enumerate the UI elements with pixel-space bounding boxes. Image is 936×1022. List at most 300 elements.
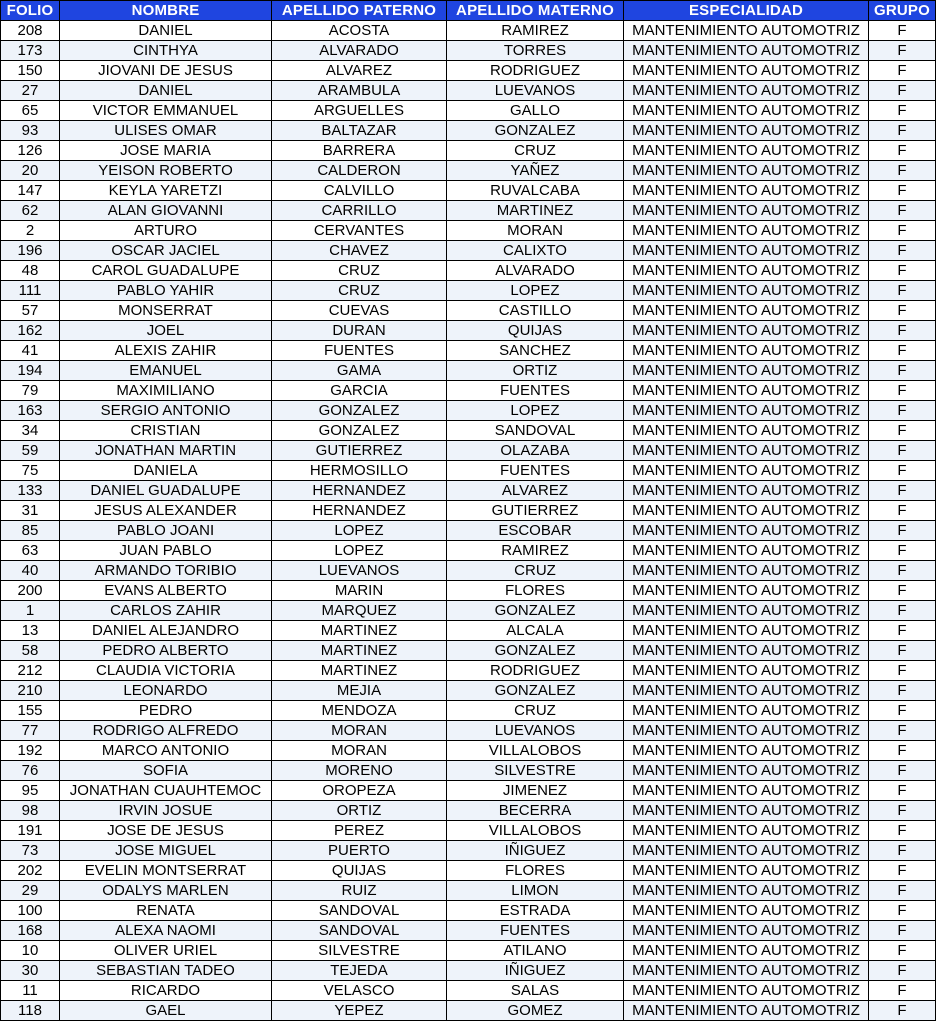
cell-grupo[interactable]: F	[869, 401, 936, 421]
cell-grupo[interactable]: F	[869, 841, 936, 861]
cell-nombre[interactable]: IRVIN JOSUE	[60, 801, 272, 821]
cell-apellido-materno[interactable]: LOPEZ	[447, 401, 624, 421]
cell-grupo[interactable]: F	[869, 801, 936, 821]
cell-apellido-materno[interactable]: VILLALOBOS	[447, 741, 624, 761]
cell-grupo[interactable]: F	[869, 561, 936, 581]
cell-apellido-paterno[interactable]: GONZALEZ	[272, 401, 447, 421]
cell-folio[interactable]: 31	[1, 501, 60, 521]
cell-apellido-materno[interactable]: YAÑEZ	[447, 161, 624, 181]
cell-apellido-materno[interactable]: CALIXTO	[447, 241, 624, 261]
cell-folio[interactable]: 208	[1, 21, 60, 41]
cell-nombre[interactable]: GAEL	[60, 1001, 272, 1021]
cell-nombre[interactable]: JONATHAN CUAUHTEMOC	[60, 781, 272, 801]
cell-nombre[interactable]: EMANUEL	[60, 361, 272, 381]
cell-apellido-paterno[interactable]: GAMA	[272, 361, 447, 381]
cell-grupo[interactable]: F	[869, 901, 936, 921]
cell-apellido-materno[interactable]: VILLALOBOS	[447, 821, 624, 841]
cell-nombre[interactable]: MAXIMILIANO	[60, 381, 272, 401]
cell-nombre[interactable]: CLAUDIA VICTORIA	[60, 661, 272, 681]
cell-folio[interactable]: 210	[1, 681, 60, 701]
cell-nombre[interactable]: EVELIN MONTSERRAT	[60, 861, 272, 881]
cell-nombre[interactable]: PABLO JOANI	[60, 521, 272, 541]
cell-nombre[interactable]: RODRIGO ALFREDO	[60, 721, 272, 741]
cell-nombre[interactable]: DANIEL	[60, 21, 272, 41]
cell-especialidad[interactable]: MANTENIMIENTO AUTOMOTRIZ	[624, 141, 869, 161]
cell-apellido-paterno[interactable]: MARQUEZ	[272, 601, 447, 621]
cell-folio[interactable]: 196	[1, 241, 60, 261]
cell-especialidad[interactable]: MANTENIMIENTO AUTOMOTRIZ	[624, 341, 869, 361]
cell-folio[interactable]: 163	[1, 401, 60, 421]
cell-grupo[interactable]: F	[869, 441, 936, 461]
cell-nombre[interactable]: SEBASTIAN TADEO	[60, 961, 272, 981]
cell-nombre[interactable]: OSCAR JACIEL	[60, 241, 272, 261]
cell-especialidad[interactable]: MANTENIMIENTO AUTOMOTRIZ	[624, 841, 869, 861]
cell-especialidad[interactable]: MANTENIMIENTO AUTOMOTRIZ	[624, 681, 869, 701]
cell-grupo[interactable]: F	[869, 141, 936, 161]
cell-folio[interactable]: 34	[1, 421, 60, 441]
cell-folio[interactable]: 118	[1, 1001, 60, 1021]
cell-folio[interactable]: 27	[1, 81, 60, 101]
cell-especialidad[interactable]: MANTENIMIENTO AUTOMOTRIZ	[624, 381, 869, 401]
cell-folio[interactable]: 40	[1, 561, 60, 581]
cell-especialidad[interactable]: MANTENIMIENTO AUTOMOTRIZ	[624, 821, 869, 841]
cell-especialidad[interactable]: MANTENIMIENTO AUTOMOTRIZ	[624, 1001, 869, 1021]
cell-apellido-materno[interactable]: CASTILLO	[447, 301, 624, 321]
cell-folio[interactable]: 77	[1, 721, 60, 741]
cell-apellido-paterno[interactable]: MARTINEZ	[272, 621, 447, 641]
cell-especialidad[interactable]: MANTENIMIENTO AUTOMOTRIZ	[624, 461, 869, 481]
cell-especialidad[interactable]: MANTENIMIENTO AUTOMOTRIZ	[624, 981, 869, 1001]
header-especialidad[interactable]: ESPECIALIDAD	[624, 1, 869, 21]
cell-apellido-paterno[interactable]: MENDOZA	[272, 701, 447, 721]
cell-folio[interactable]: 202	[1, 861, 60, 881]
cell-folio[interactable]: 48	[1, 261, 60, 281]
cell-apellido-paterno[interactable]: CALVILLO	[272, 181, 447, 201]
cell-apellido-materno[interactable]: ESCOBAR	[447, 521, 624, 541]
cell-grupo[interactable]: F	[869, 61, 936, 81]
cell-especialidad[interactable]: MANTENIMIENTO AUTOMOTRIZ	[624, 861, 869, 881]
cell-grupo[interactable]: F	[869, 941, 936, 961]
cell-especialidad[interactable]: MANTENIMIENTO AUTOMOTRIZ	[624, 61, 869, 81]
cell-grupo[interactable]: F	[869, 261, 936, 281]
cell-apellido-paterno[interactable]: PEREZ	[272, 821, 447, 841]
cell-apellido-materno[interactable]: ORTIZ	[447, 361, 624, 381]
cell-nombre[interactable]: PEDRO ALBERTO	[60, 641, 272, 661]
cell-apellido-paterno[interactable]: ALVAREZ	[272, 61, 447, 81]
cell-nombre[interactable]: CRISTIAN	[60, 421, 272, 441]
cell-apellido-paterno[interactable]: CRUZ	[272, 261, 447, 281]
cell-apellido-paterno[interactable]: PUERTO	[272, 841, 447, 861]
cell-nombre[interactable]: LEONARDO	[60, 681, 272, 701]
cell-apellido-paterno[interactable]: GUTIERREZ	[272, 441, 447, 461]
cell-apellido-paterno[interactable]: HERNANDEZ	[272, 501, 447, 521]
cell-especialidad[interactable]: MANTENIMIENTO AUTOMOTRIZ	[624, 121, 869, 141]
cell-especialidad[interactable]: MANTENIMIENTO AUTOMOTRIZ	[624, 201, 869, 221]
cell-folio[interactable]: 200	[1, 581, 60, 601]
cell-grupo[interactable]: F	[869, 101, 936, 121]
cell-apellido-paterno[interactable]: MARIN	[272, 581, 447, 601]
cell-apellido-paterno[interactable]: SANDOVAL	[272, 921, 447, 941]
cell-nombre[interactable]: KEYLA YARETZI	[60, 181, 272, 201]
cell-apellido-materno[interactable]: CRUZ	[447, 141, 624, 161]
cell-especialidad[interactable]: MANTENIMIENTO AUTOMOTRIZ	[624, 881, 869, 901]
cell-apellido-materno[interactable]: MARTINEZ	[447, 201, 624, 221]
cell-grupo[interactable]: F	[869, 461, 936, 481]
cell-apellido-paterno[interactable]: GARCIA	[272, 381, 447, 401]
cell-folio[interactable]: 75	[1, 461, 60, 481]
cell-apellido-materno[interactable]: IÑIGUEZ	[447, 841, 624, 861]
cell-apellido-paterno[interactable]: SANDOVAL	[272, 901, 447, 921]
cell-nombre[interactable]: CARLOS ZAHIR	[60, 601, 272, 621]
cell-nombre[interactable]: SOFIA	[60, 761, 272, 781]
cell-folio[interactable]: 1	[1, 601, 60, 621]
cell-apellido-materno[interactable]: MORAN	[447, 221, 624, 241]
cell-nombre[interactable]: RENATA	[60, 901, 272, 921]
cell-apellido-paterno[interactable]: CRUZ	[272, 281, 447, 301]
cell-folio[interactable]: 93	[1, 121, 60, 141]
cell-apellido-paterno[interactable]: MEJIA	[272, 681, 447, 701]
cell-apellido-paterno[interactable]: CARRILLO	[272, 201, 447, 221]
cell-especialidad[interactable]: MANTENIMIENTO AUTOMOTRIZ	[624, 761, 869, 781]
cell-apellido-paterno[interactable]: QUIJAS	[272, 861, 447, 881]
cell-apellido-paterno[interactable]: BALTAZAR	[272, 121, 447, 141]
cell-especialidad[interactable]: MANTENIMIENTO AUTOMOTRIZ	[624, 701, 869, 721]
cell-nombre[interactable]: JOSE MIGUEL	[60, 841, 272, 861]
cell-grupo[interactable]: F	[869, 861, 936, 881]
header-nombre[interactable]: NOMBRE	[60, 1, 272, 21]
cell-apellido-materno[interactable]: GUTIERREZ	[447, 501, 624, 521]
cell-grupo[interactable]: F	[869, 361, 936, 381]
cell-apellido-paterno[interactable]: SILVESTRE	[272, 941, 447, 961]
cell-apellido-materno[interactable]: RAMIREZ	[447, 541, 624, 561]
cell-apellido-paterno[interactable]: ARGUELLES	[272, 101, 447, 121]
cell-grupo[interactable]: F	[869, 281, 936, 301]
cell-apellido-materno[interactable]: SILVESTRE	[447, 761, 624, 781]
cell-especialidad[interactable]: MANTENIMIENTO AUTOMOTRIZ	[624, 241, 869, 261]
cell-grupo[interactable]: F	[869, 541, 936, 561]
cell-apellido-paterno[interactable]: MORAN	[272, 721, 447, 741]
cell-apellido-paterno[interactable]: GONZALEZ	[272, 421, 447, 441]
cell-grupo[interactable]: F	[869, 301, 936, 321]
cell-apellido-paterno[interactable]: MARTINEZ	[272, 661, 447, 681]
cell-apellido-paterno[interactable]: LOPEZ	[272, 521, 447, 541]
cell-especialidad[interactable]: MANTENIMIENTO AUTOMOTRIZ	[624, 81, 869, 101]
cell-nombre[interactable]: DANIELA	[60, 461, 272, 481]
cell-especialidad[interactable]: MANTENIMIENTO AUTOMOTRIZ	[624, 501, 869, 521]
cell-apellido-paterno[interactable]: MARTINEZ	[272, 641, 447, 661]
cell-folio[interactable]: 57	[1, 301, 60, 321]
cell-especialidad[interactable]: MANTENIMIENTO AUTOMOTRIZ	[624, 921, 869, 941]
cell-folio[interactable]: 111	[1, 281, 60, 301]
cell-folio[interactable]: 212	[1, 661, 60, 681]
cell-apellido-paterno[interactable]: TEJEDA	[272, 961, 447, 981]
cell-especialidad[interactable]: MANTENIMIENTO AUTOMOTRIZ	[624, 581, 869, 601]
cell-grupo[interactable]: F	[869, 161, 936, 181]
cell-folio[interactable]: 20	[1, 161, 60, 181]
cell-nombre[interactable]: DANIEL GUADALUPE	[60, 481, 272, 501]
cell-folio[interactable]: 162	[1, 321, 60, 341]
cell-nombre[interactable]: ARTURO	[60, 221, 272, 241]
cell-grupo[interactable]: F	[869, 81, 936, 101]
cell-apellido-materno[interactable]: RUVALCABA	[447, 181, 624, 201]
cell-apellido-paterno[interactable]: CUEVAS	[272, 301, 447, 321]
cell-grupo[interactable]: F	[869, 321, 936, 341]
cell-folio[interactable]: 79	[1, 381, 60, 401]
cell-apellido-materno[interactable]: GONZALEZ	[447, 601, 624, 621]
cell-apellido-materno[interactable]: GONZALEZ	[447, 641, 624, 661]
cell-folio[interactable]: 63	[1, 541, 60, 561]
cell-folio[interactable]: 133	[1, 481, 60, 501]
cell-grupo[interactable]: F	[869, 641, 936, 661]
cell-nombre[interactable]: MARCO ANTONIO	[60, 741, 272, 761]
cell-especialidad[interactable]: MANTENIMIENTO AUTOMOTRIZ	[624, 441, 869, 461]
cell-nombre[interactable]: JUAN PABLO	[60, 541, 272, 561]
cell-grupo[interactable]: F	[869, 501, 936, 521]
cell-apellido-paterno[interactable]: LOPEZ	[272, 541, 447, 561]
cell-apellido-materno[interactable]: FUENTES	[447, 921, 624, 941]
cell-apellido-materno[interactable]: GONZALEZ	[447, 681, 624, 701]
cell-especialidad[interactable]: MANTENIMIENTO AUTOMOTRIZ	[624, 721, 869, 741]
cell-folio[interactable]: 150	[1, 61, 60, 81]
cell-nombre[interactable]: VICTOR EMMANUEL	[60, 101, 272, 121]
cell-grupo[interactable]: F	[869, 181, 936, 201]
header-apellido-materno[interactable]: APELLIDO MATERNO	[447, 1, 624, 21]
cell-folio[interactable]: 11	[1, 981, 60, 1001]
cell-nombre[interactable]: JONATHAN MARTIN	[60, 441, 272, 461]
cell-grupo[interactable]: F	[869, 681, 936, 701]
cell-apellido-paterno[interactable]: ALVARADO	[272, 41, 447, 61]
cell-apellido-paterno[interactable]: ORTIZ	[272, 801, 447, 821]
cell-grupo[interactable]: F	[869, 821, 936, 841]
cell-especialidad[interactable]: MANTENIMIENTO AUTOMOTRIZ	[624, 541, 869, 561]
cell-grupo[interactable]: F	[869, 21, 936, 41]
cell-especialidad[interactable]: MANTENIMIENTO AUTOMOTRIZ	[624, 901, 869, 921]
cell-apellido-materno[interactable]: ALVARADO	[447, 261, 624, 281]
cell-especialidad[interactable]: MANTENIMIENTO AUTOMOTRIZ	[624, 21, 869, 41]
cell-grupo[interactable]: F	[869, 121, 936, 141]
cell-grupo[interactable]: F	[869, 521, 936, 541]
cell-nombre[interactable]: JOSE MARIA	[60, 141, 272, 161]
cell-folio[interactable]: 155	[1, 701, 60, 721]
cell-folio[interactable]: 98	[1, 801, 60, 821]
cell-especialidad[interactable]: MANTENIMIENTO AUTOMOTRIZ	[624, 961, 869, 981]
cell-apellido-materno[interactable]: ESTRADA	[447, 901, 624, 921]
cell-grupo[interactable]: F	[869, 381, 936, 401]
cell-apellido-materno[interactable]: JIMENEZ	[447, 781, 624, 801]
cell-apellido-paterno[interactable]: ACOSTA	[272, 21, 447, 41]
cell-grupo[interactable]: F	[869, 961, 936, 981]
cell-apellido-paterno[interactable]: HERNANDEZ	[272, 481, 447, 501]
cell-grupo[interactable]: F	[869, 41, 936, 61]
cell-apellido-paterno[interactable]: CALDERON	[272, 161, 447, 181]
cell-apellido-materno[interactable]: TORRES	[447, 41, 624, 61]
cell-nombre[interactable]: JOEL	[60, 321, 272, 341]
cell-especialidad[interactable]: MANTENIMIENTO AUTOMOTRIZ	[624, 401, 869, 421]
cell-nombre[interactable]: JIOVANI DE JESUS	[60, 61, 272, 81]
cell-apellido-paterno[interactable]: ARAMBULA	[272, 81, 447, 101]
header-grupo[interactable]: GRUPO	[869, 1, 936, 21]
cell-grupo[interactable]: F	[869, 921, 936, 941]
cell-nombre[interactable]: CINTHYA	[60, 41, 272, 61]
cell-apellido-materno[interactable]: ALCALA	[447, 621, 624, 641]
cell-apellido-paterno[interactable]: VELASCO	[272, 981, 447, 1001]
cell-folio[interactable]: 147	[1, 181, 60, 201]
cell-nombre[interactable]: CAROL GUADALUPE	[60, 261, 272, 281]
cell-especialidad[interactable]: MANTENIMIENTO AUTOMOTRIZ	[624, 941, 869, 961]
cell-nombre[interactable]: SERGIO ANTONIO	[60, 401, 272, 421]
cell-nombre[interactable]: EVANS ALBERTO	[60, 581, 272, 601]
header-folio[interactable]: FOLIO	[1, 1, 60, 21]
cell-apellido-materno[interactable]: CRUZ	[447, 701, 624, 721]
cell-apellido-materno[interactable]: LOPEZ	[447, 281, 624, 301]
cell-folio[interactable]: 30	[1, 961, 60, 981]
cell-folio[interactable]: 126	[1, 141, 60, 161]
cell-apellido-paterno[interactable]: HERMOSILLO	[272, 461, 447, 481]
cell-apellido-materno[interactable]: LUEVANOS	[447, 721, 624, 741]
cell-nombre[interactable]: YEISON ROBERTO	[60, 161, 272, 181]
cell-especialidad[interactable]: MANTENIMIENTO AUTOMOTRIZ	[624, 781, 869, 801]
cell-especialidad[interactable]: MANTENIMIENTO AUTOMOTRIZ	[624, 421, 869, 441]
cell-nombre[interactable]: ALEXA NAOMI	[60, 921, 272, 941]
cell-apellido-paterno[interactable]: BARRERA	[272, 141, 447, 161]
cell-folio[interactable]: 13	[1, 621, 60, 641]
cell-apellido-materno[interactable]: RAMIREZ	[447, 21, 624, 41]
cell-folio[interactable]: 41	[1, 341, 60, 361]
cell-folio[interactable]: 191	[1, 821, 60, 841]
cell-grupo[interactable]: F	[869, 701, 936, 721]
cell-grupo[interactable]: F	[869, 221, 936, 241]
cell-folio[interactable]: 85	[1, 521, 60, 541]
cell-grupo[interactable]: F	[869, 481, 936, 501]
cell-grupo[interactable]: F	[869, 661, 936, 681]
cell-apellido-materno[interactable]: QUIJAS	[447, 321, 624, 341]
cell-apellido-paterno[interactable]: CHAVEZ	[272, 241, 447, 261]
cell-apellido-materno[interactable]: GOMEZ	[447, 1001, 624, 1021]
cell-apellido-materno[interactable]: LIMON	[447, 881, 624, 901]
cell-apellido-materno[interactable]: SANCHEZ	[447, 341, 624, 361]
cell-apellido-materno[interactable]: LUEVANOS	[447, 81, 624, 101]
cell-folio[interactable]: 10	[1, 941, 60, 961]
cell-especialidad[interactable]: MANTENIMIENTO AUTOMOTRIZ	[624, 801, 869, 821]
cell-apellido-materno[interactable]: OLAZABA	[447, 441, 624, 461]
cell-especialidad[interactable]: MANTENIMIENTO AUTOMOTRIZ	[624, 101, 869, 121]
cell-folio[interactable]: 29	[1, 881, 60, 901]
cell-folio[interactable]: 95	[1, 781, 60, 801]
cell-especialidad[interactable]: MANTENIMIENTO AUTOMOTRIZ	[624, 161, 869, 181]
cell-especialidad[interactable]: MANTENIMIENTO AUTOMOTRIZ	[624, 521, 869, 541]
cell-especialidad[interactable]: MANTENIMIENTO AUTOMOTRIZ	[624, 621, 869, 641]
cell-folio[interactable]: 58	[1, 641, 60, 661]
cell-especialidad[interactable]: MANTENIMIENTO AUTOMOTRIZ	[624, 301, 869, 321]
cell-nombre[interactable]: MONSERRAT	[60, 301, 272, 321]
cell-grupo[interactable]: F	[869, 1001, 936, 1021]
cell-apellido-paterno[interactable]: CERVANTES	[272, 221, 447, 241]
cell-grupo[interactable]: F	[869, 341, 936, 361]
cell-apellido-paterno[interactable]: RUIZ	[272, 881, 447, 901]
cell-folio[interactable]: 2	[1, 221, 60, 241]
cell-apellido-materno[interactable]: FUENTES	[447, 381, 624, 401]
cell-apellido-paterno[interactable]: MORAN	[272, 741, 447, 761]
cell-apellido-materno[interactable]: CRUZ	[447, 561, 624, 581]
cell-nombre[interactable]: DANIEL	[60, 81, 272, 101]
cell-nombre[interactable]: JOSE DE JESUS	[60, 821, 272, 841]
cell-apellido-materno[interactable]: IÑIGUEZ	[447, 961, 624, 981]
cell-folio[interactable]: 168	[1, 921, 60, 941]
cell-apellido-paterno[interactable]: MORENO	[272, 761, 447, 781]
cell-nombre[interactable]: JESUS ALEXANDER	[60, 501, 272, 521]
cell-grupo[interactable]: F	[869, 621, 936, 641]
cell-especialidad[interactable]: MANTENIMIENTO AUTOMOTRIZ	[624, 281, 869, 301]
cell-especialidad[interactable]: MANTENIMIENTO AUTOMOTRIZ	[624, 741, 869, 761]
cell-folio[interactable]: 59	[1, 441, 60, 461]
cell-grupo[interactable]: F	[869, 981, 936, 1001]
cell-grupo[interactable]: F	[869, 741, 936, 761]
cell-apellido-paterno[interactable]: OROPEZA	[272, 781, 447, 801]
cell-apellido-materno[interactable]: ATILANO	[447, 941, 624, 961]
cell-grupo[interactable]: F	[869, 601, 936, 621]
cell-especialidad[interactable]: MANTENIMIENTO AUTOMOTRIZ	[624, 181, 869, 201]
cell-folio[interactable]: 65	[1, 101, 60, 121]
header-apellido-paterno[interactable]: APELLIDO PATERNO	[272, 1, 447, 21]
cell-especialidad[interactable]: MANTENIMIENTO AUTOMOTRIZ	[624, 561, 869, 581]
cell-especialidad[interactable]: MANTENIMIENTO AUTOMOTRIZ	[624, 321, 869, 341]
cell-especialidad[interactable]: MANTENIMIENTO AUTOMOTRIZ	[624, 261, 869, 281]
cell-especialidad[interactable]: MANTENIMIENTO AUTOMOTRIZ	[624, 661, 869, 681]
cell-apellido-materno[interactable]: ALVAREZ	[447, 481, 624, 501]
cell-especialidad[interactable]: MANTENIMIENTO AUTOMOTRIZ	[624, 641, 869, 661]
cell-nombre[interactable]: PEDRO	[60, 701, 272, 721]
cell-apellido-materno[interactable]: RODRIGUEZ	[447, 661, 624, 681]
cell-nombre[interactable]: ARMANDO TORIBIO	[60, 561, 272, 581]
cell-apellido-materno[interactable]: BECERRA	[447, 801, 624, 821]
cell-apellido-materno[interactable]: FUENTES	[447, 461, 624, 481]
cell-grupo[interactable]: F	[869, 721, 936, 741]
cell-folio[interactable]: 73	[1, 841, 60, 861]
cell-especialidad[interactable]: MANTENIMIENTO AUTOMOTRIZ	[624, 41, 869, 61]
cell-grupo[interactable]: F	[869, 241, 936, 261]
cell-folio[interactable]: 194	[1, 361, 60, 381]
cell-nombre[interactable]: ULISES OMAR	[60, 121, 272, 141]
cell-nombre[interactable]: RICARDO	[60, 981, 272, 1001]
cell-nombre[interactable]: PABLO YAHIR	[60, 281, 272, 301]
cell-grupo[interactable]: F	[869, 581, 936, 601]
cell-folio[interactable]: 100	[1, 901, 60, 921]
cell-especialidad[interactable]: MANTENIMIENTO AUTOMOTRIZ	[624, 601, 869, 621]
cell-folio[interactable]: 192	[1, 741, 60, 761]
cell-grupo[interactable]: F	[869, 881, 936, 901]
cell-grupo[interactable]: F	[869, 201, 936, 221]
cell-grupo[interactable]: F	[869, 761, 936, 781]
cell-apellido-materno[interactable]: GONZALEZ	[447, 121, 624, 141]
cell-especialidad[interactable]: MANTENIMIENTO AUTOMOTRIZ	[624, 361, 869, 381]
cell-apellido-materno[interactable]: SALAS	[447, 981, 624, 1001]
cell-especialidad[interactable]: MANTENIMIENTO AUTOMOTRIZ	[624, 221, 869, 241]
cell-apellido-materno[interactable]: GALLO	[447, 101, 624, 121]
cell-folio[interactable]: 173	[1, 41, 60, 61]
cell-nombre[interactable]: OLIVER URIEL	[60, 941, 272, 961]
cell-especialidad[interactable]: MANTENIMIENTO AUTOMOTRIZ	[624, 481, 869, 501]
cell-nombre[interactable]: ODALYS MARLEN	[60, 881, 272, 901]
cell-apellido-paterno[interactable]: YEPEZ	[272, 1001, 447, 1021]
cell-apellido-materno[interactable]: SANDOVAL	[447, 421, 624, 441]
cell-apellido-materno[interactable]: FLORES	[447, 861, 624, 881]
cell-apellido-paterno[interactable]: DURAN	[272, 321, 447, 341]
cell-apellido-paterno[interactable]: FUENTES	[272, 341, 447, 361]
cell-grupo[interactable]: F	[869, 421, 936, 441]
cell-apellido-paterno[interactable]: LUEVANOS	[272, 561, 447, 581]
cell-folio[interactable]: 76	[1, 761, 60, 781]
cell-nombre[interactable]: ALEXIS ZAHIR	[60, 341, 272, 361]
